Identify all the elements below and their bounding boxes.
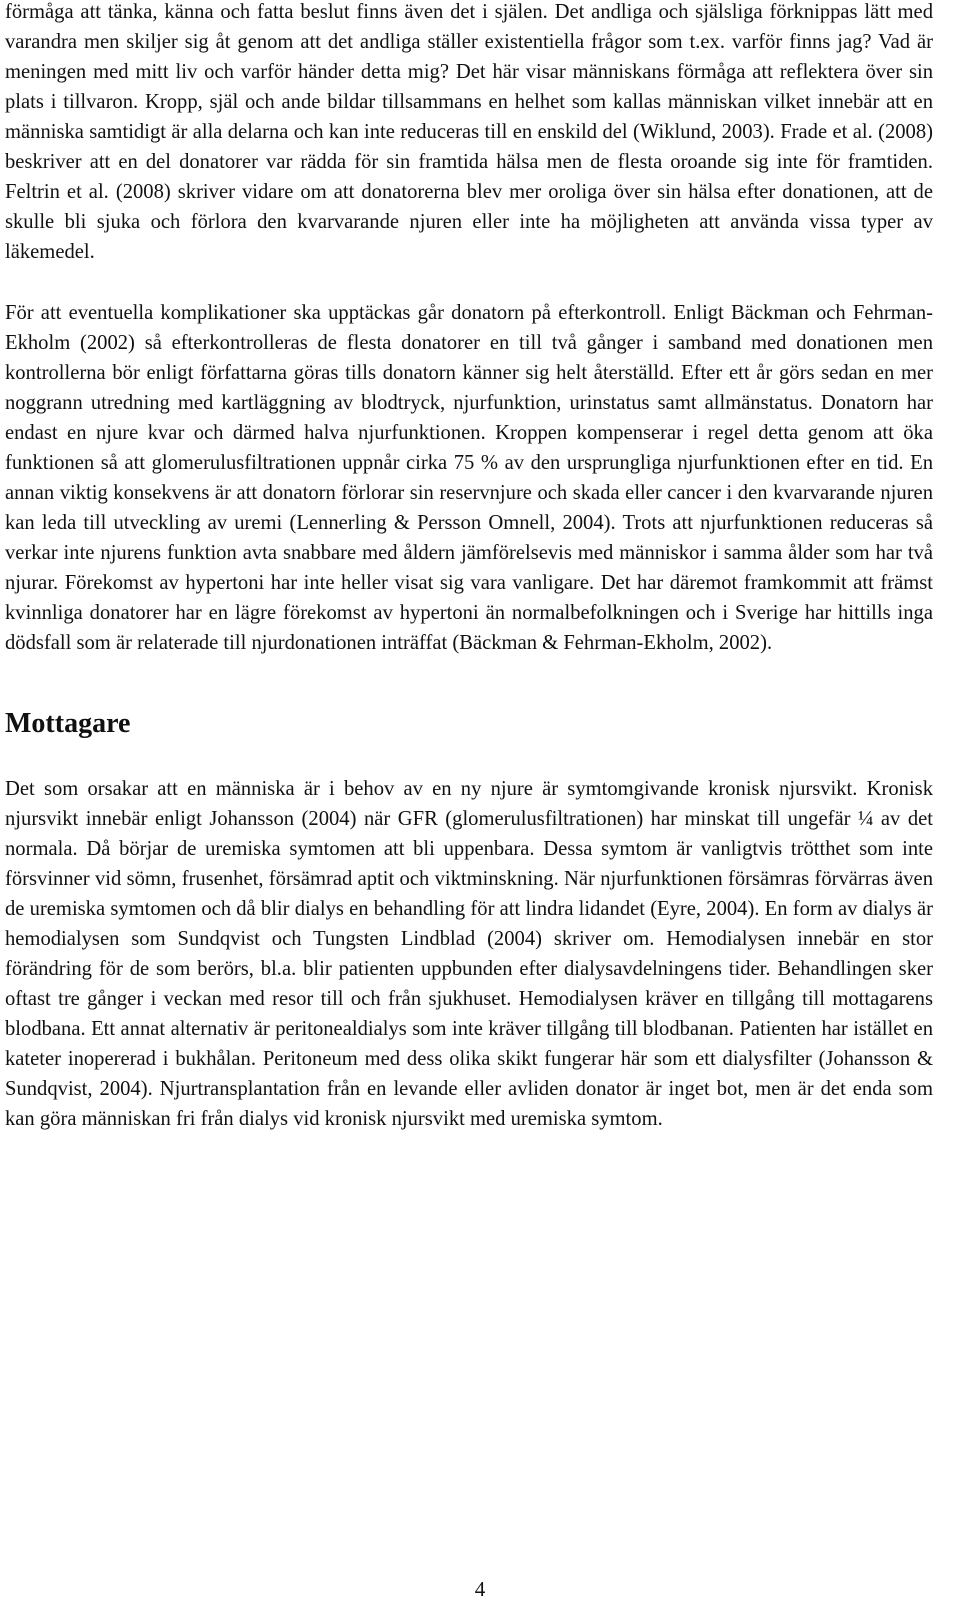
document-page — [5, 0, 933, 1134]
section-heading: Mottagare — [5, 708, 131, 739]
section-paragraph: Det som orsakar att en människa är i behov av en ny njure är symtomgivande kronisk njursvikt. Kronisk njursvikt innebär enligt Johansson (2004) när GFR (glomerulusfiltrationen) har minskat till ungefär ¼ av det normala. Då börjar de uremiska symtomen att bli uppenbara. Dessa symtom är vanligtvis trötthet som inte försvinner vid sömn, frusenhet, försämrad aptit och viktminskning. När njurfunktionen försämras förvärras även de uremiska symtomen och då blir dialys en behandling för att lindra lidandet (Eyre, 2004). En form av dialys är hemodialysen som Sundqvist och Tungsten Lindblad (2004) skriver om. Hemodialysen innebär en stor förändring för de som berörs, bl.a. blir patienten uppbunden efter dialysavdelningens tider. Behandlingen sker oftast tre gånger i veckan med resor till och från sjukhuset. Hemodialysen kräver en tillgång till mottagarens blodbana. Ett annat alternativ är peritonealdialys som inte kräver tillgång till blodbanan. Patienten har istället en kateter inopererad i bukhålan. Peritoneum med dess olika skikt fungerar här som ett dialysfilter (Johansson & Sundqvist, 2004). Njurtransplantation från en levande eller avliden donator är inget bot, men är det enda som kan göra människan fri från dialys vid kronisk njursvikt med uremiska symtom. — [5, 778, 933, 1130]
page-number: 4 — [474, 1577, 486, 1601]
body-paragraph-1: förmåga att tänka, känna och fatta beslut finns även det i själen. Det andliga och själsliga förknippas lätt med varandra men skiljer sig åt genom att det andliga ställer existentiella frågor som t.ex. varför finns jag? Vad är meningen med mitt liv och varför händer detta mig? Det här visar människans förmåga att reflektera över sin plats i tillvaron. Kropp, själ och ande bildar tillsammans en helhet som kallas människan vilket innebär att en människa samtidigt är alla delarna och kan inte reduceras till en enskild del (Wiklund, 2003). Frade et al. (2008) beskriver att en del donatorer var rädda för sin framtida hälsa men de flesta oroande sig inte för framtiden. Feltrin et al. (2008) skriver vidare om att donatorerna blev mer oroliga över sin hälsa efter donationen, att de skulle bli sjuka och förlora den kvarvarande njuren eller inte ha möjligheten att använda vissa typer av läkemedel. — [5, 1, 933, 263]
body-paragraph-2: För att eventuella komplikationer ska upptäckas går donatorn på efterkontroll. Enligt Bäckman och Fehrman-Ekholm (2002) så efterkontrolleras de flesta donatorer en till två gånger i samband med donationen men kontrollerna bör enligt författarna göras tills donatorn känner sig helt återställd. Efter ett år görs sedan en mer noggrann utredning med kartläggning av blodtryck, njurfunktion, urinstatus samt allmänstatus. Donatorn har endast en njure kvar och därmed halva njurfunktionen. Kroppen kompenserar i regel detta genom att öka funktionen så att glomerulusfiltrationen uppnår cirka 75 % av den ursprungliga njurfunktionen efter en tid. En annan viktig konsekvens är att donatorn förlorar sin reservnjure och skada eller cancer i den kvarvarande njuren kan leda till utveckling av uremi (Lennerling & Persson Omnell, 2004). Trots att njurfunktionen reduceras så verkar inte njurens funktion avta snabbare med åldern jämförelsevis med människor i samma ålder som har två njurar. Förekomst av hypertoni har inte heller visat sig vara vanligare. Det har däremot framkommit att främst kvinnliga donatorer har en lägre förekomst av hypertoni än normalbefolkningen och i Sverige har hittills inga dödsfall som är relaterade till njurdonationen inträffat (Bäckman & Fehrman-Ekholm, 2002). — [5, 302, 933, 654]
